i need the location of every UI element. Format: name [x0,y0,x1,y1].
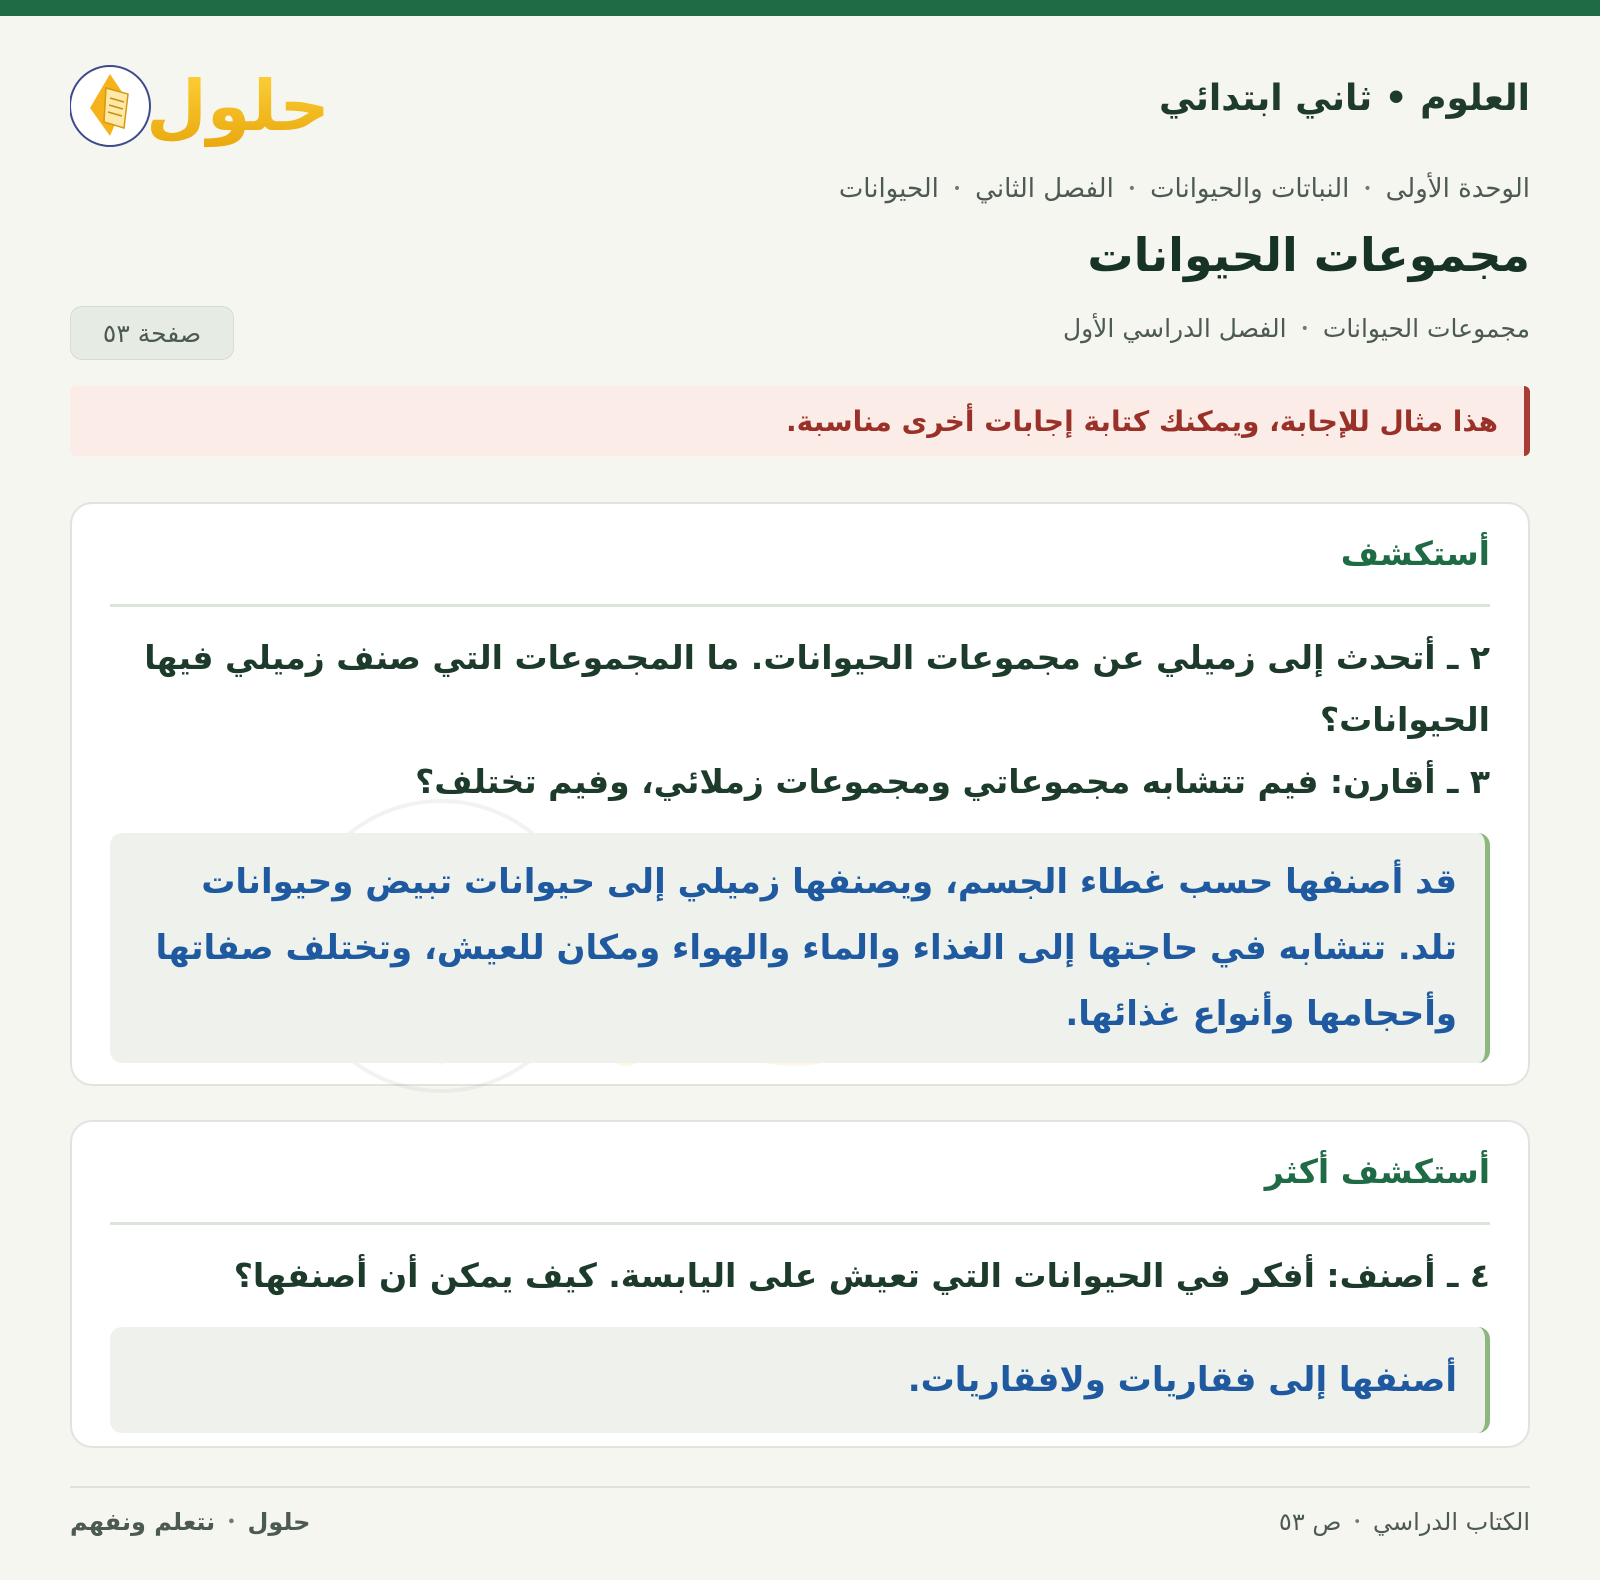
answer-box: قد أصنفها حسب غطاء الجسم، ويصنفها زميلي إلى حيوانات تبيض وحيوانات تلد. تتشابه في حاجتها إلى الغذاء والماء والهواء ومكان للعيش، وتختلف صفاتها وأحجامها وأنواع غذائها. [110,833,1490,1063]
question-group [110,627,1490,813]
footer-source [1279,1508,1530,1536]
breadcrumb-separator: • [952,181,962,197]
top-accent-bar [0,0,1600,16]
breadcrumb-separator: • [1363,181,1372,197]
footer-brand [70,1508,310,1536]
question-3: ٣ ـ أقارن: فيم تتشابه مجموعاتي ومجموعات زملائي، وفيم تختلف؟ [415,762,1490,801]
answer-notice: هذا مثال للإجابة، ويمكنك كتابة إجابات أخرى مناسبة. [70,386,1530,456]
footer-divider [70,1486,1530,1488]
lesson-meta-name: مجموعات الحيوانات [1322,314,1530,343]
meta-separator: • [1300,320,1309,337]
section-title: أستكشف أكثر [110,1122,1490,1225]
footer-book: الكتاب الدراسي [1373,1508,1530,1536]
footer-separator: • [1353,1514,1362,1530]
lesson-meta [1063,314,1530,343]
footer-tagline: نتعلم ونفهم [70,1508,216,1536]
footer-page: ص ٥٣ [1278,1508,1342,1536]
breadcrumb [839,174,1530,204]
breadcrumb-item-chapter[interactable]: الفصل الثاني [975,174,1114,204]
header [70,16,1530,166]
question-2: ٢ ـ أتحدث إلى زميلي عن مجموعات الحيوانات. ما المجموعات التي صنف زميلي فيها الحيوانات؟ [144,638,1490,739]
breadcrumb-item-unit[interactable]: الوحدة الأولى [1385,174,1530,204]
lesson-meta-term: الفصل الدراسي الأول [1062,314,1287,343]
subject-title: العلوم • ثاني ابتدائي [1158,78,1530,119]
lesson-title: مجموعات الحيوانات [1087,228,1530,282]
breadcrumb-separator: • [1127,181,1137,197]
footer-brand-name[interactable]: حلول [247,1508,311,1536]
section-card-explore-more [70,1120,1530,1448]
book-logo-icon [70,48,330,153]
question-4: ٤ ـ أصنف: أفكر في الحيوانات التي تعيش على اليابسة. كيف يمكن أن أصنفها؟ [233,1256,1490,1295]
page [70,16,1530,1580]
section-card-explore [70,502,1530,1086]
breadcrumb-item-topic[interactable]: النباتات والحيوانات [1150,174,1350,204]
question-group [110,1245,1490,1307]
answer-box: أصنفها إلى فقاريات ولافقاريات. [110,1327,1490,1433]
footer-separator: • [227,1514,236,1530]
breadcrumb-item-lesson[interactable]: الحيوانات [838,174,939,204]
page-number-badge: صفحة ٥٣ [70,306,234,360]
logo-wordmark: حلول [146,65,330,147]
site-logo[interactable] [70,48,330,153]
section-title: أستكشف [110,504,1490,607]
